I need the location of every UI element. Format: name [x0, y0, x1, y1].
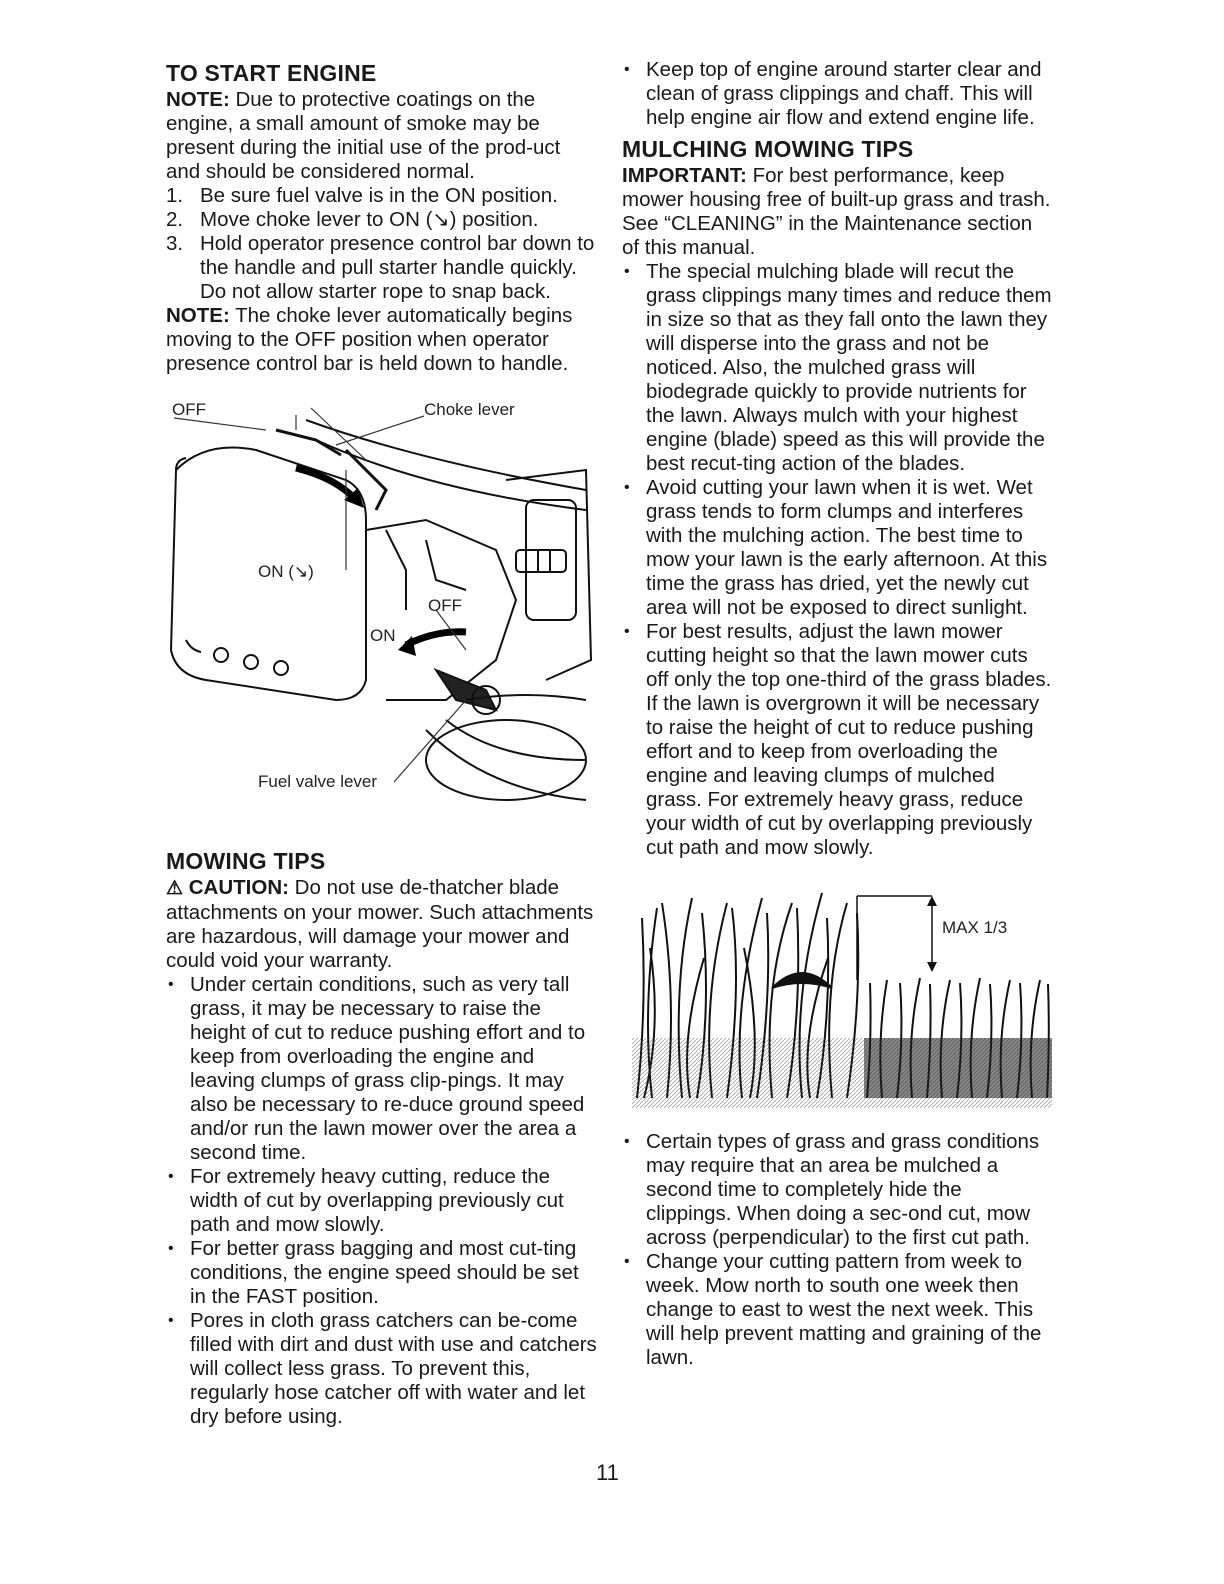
- engine-illustration: [166, 400, 598, 820]
- caution-paragraph: [166, 876, 598, 973]
- note-text: The choke lever automatically begins moving to the OFF position when operator presence control bar is held down to handle.: [166, 304, 573, 375]
- list-item: 2. Move choke lever to ON (↘) position.: [166, 208, 539, 231]
- list-item: • For best results, adjust the lawn mower cutting height so that the lawn mower cuts off only the top one-third of the grass blades. If the lawn is overgrown it will be necessary to raise the height of cut to reduce pushing effort and to keep from overloading the engine and leaving clumps of mulched grass. For extremely heavy grass, reduce your width of cut by overlapping previously cut path and mow slowly.: [622, 620, 1052, 860]
- list-item: 1. Be sure fuel valve is in the ON position.: [166, 184, 558, 207]
- list-item: • Avoid cutting your lawn when it is wet. Wet grass tends to form clumps and interferes with the mulching action. The best time to mow your lawn is the early afternoon. At this time the grass has dried, yet the newly cut area will not be exposed to direct sunlight.: [622, 476, 1052, 620]
- engine-figure: [166, 400, 598, 820]
- caution-label: CAUTION:: [188, 876, 289, 899]
- mulching-tips-list: [622, 260, 1052, 860]
- list-item: • For extremely heavy cutting, reduce the width of cut by overlapping previously cut path and mow slowly.: [166, 1165, 598, 1237]
- mulching-tips-list-2: [622, 1130, 1052, 1370]
- fuel-valve-label: Fuel valve lever: [258, 772, 378, 791]
- grass-figure: [622, 888, 1052, 1118]
- on-fuel-label: ON: [370, 626, 396, 645]
- note-label: NOTE:: [166, 88, 230, 111]
- caution-text: Do not use de-thatcher blade attachments on your mower. Such attachments are hazardous, will damage your mower and could void your warranty.: [166, 876, 594, 972]
- right-column: [622, 58, 1052, 1370]
- mulching-heading: MULCHING MOWING TIPS: [622, 136, 914, 162]
- note-text: Due to protective coatings on the engine, a small amount of smoke may be present during the initial use of the prod-uct and should be considered normal.: [166, 88, 561, 183]
- important-text: For best performance, keep mower housing free of built-up grass and trash. See “CLEANING” in the Maintenance section of this manual.: [622, 164, 1051, 259]
- on-choke-label: ON (↘): [258, 562, 314, 581]
- start-steps: [166, 184, 598, 304]
- start-engine-heading: TO START ENGINE: [166, 60, 377, 86]
- off-top-label: OFF: [172, 400, 206, 419]
- mowing-tips-heading: MOWING TIPS: [166, 848, 326, 874]
- list-item: • Keep top of engine around starter clear and clean of grass clippings and chaff. This will help engine air flow and extend engine life.: [622, 58, 1052, 130]
- mowing-tips-list: [166, 973, 598, 1429]
- important-label: IMPORTANT:: [622, 164, 747, 187]
- list-item: • For better grass bagging and most cut-ting conditions, the engine speed should be set in the FAST position.: [166, 1237, 598, 1309]
- important-paragraph: [622, 164, 1052, 260]
- list-item: 3. Hold operator presence control bar down to the handle and pull starter handle quickly. Do not allow starter rope to snap back.: [166, 232, 595, 303]
- note-smoke: [166, 88, 598, 184]
- list-item: • Under certain conditions, such as very tall grass, it may be necessary to raise the height of cut to reduce pushing effort and to keep from overloading the engine and leaving clumps of grass clip-pings. It may also be necessary to re-duce ground speed and/or run the lawn mower over the area a second time.: [166, 973, 598, 1165]
- list-item: • Certain types of grass and grass conditions may require that an area be mulched a second time to completely hide the clippings. When doing a sec-ond cut, mow across (perpendicular) to the first cut path.: [622, 1130, 1052, 1250]
- left-column: [166, 58, 598, 1429]
- list-item: • Change your cutting pattern from week to week. Mow north to south one week then change to east to west the next week. This will help prevent matting and graining of the lawn.: [622, 1250, 1052, 1370]
- engine-care-list: [622, 58, 1052, 130]
- max-one-third-label: MAX 1/3: [942, 918, 1008, 937]
- list-item: • Pores in cloth grass catchers can be-come filled with dirt and dust with use and catchers will collect less grass. To prevent this, regularly hose catcher off with water and let dry before using.: [166, 1309, 598, 1429]
- note-label: NOTE:: [166, 304, 230, 327]
- warning-icon: ⚠: [166, 878, 184, 899]
- off-fuel-label: OFF: [428, 596, 462, 615]
- choke-lever-label: Choke lever: [424, 400, 515, 419]
- list-item: • The special mulching blade will recut the grass clippings many times and reduce them in size so that as they fall onto the lawn they will disperse into the grass and not be noticed. Also, the mulched grass will biodegrade quickly to provide nutrients for the lawn. Always mulch with your highest engine (blade) speed as this will provide the best recut-ting action of the blades.: [622, 260, 1052, 476]
- note-choke: [166, 304, 598, 376]
- page-number: 11: [596, 1460, 619, 1485]
